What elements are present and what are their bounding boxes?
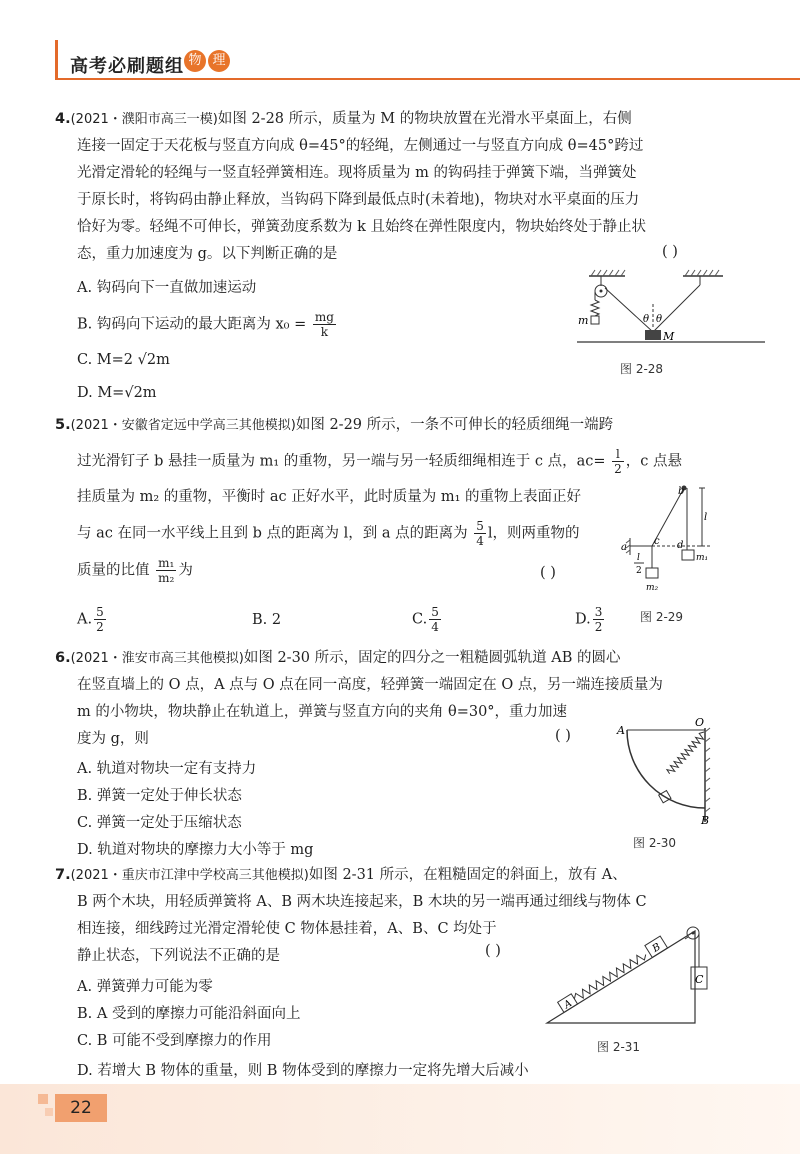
label-b: b [678, 486, 685, 497]
stem-line: 光滑定滑轮的轻绳与一竖直轻弹簧相连。现将质量为 m 的钩码挂于弹簧下端，当弹簧处 [77, 165, 637, 181]
figure-caption: 图 2-30 [633, 836, 677, 850]
option-b-text: B. 钩码向下运动的最大距离为 x₀ = [77, 316, 307, 333]
denominator: m₂ [158, 571, 175, 585]
question-4-stem [55, 106, 755, 268]
option-label: D. [575, 611, 591, 628]
stem-line: 度为 g，则 [77, 731, 149, 747]
option-a: A. 钩码向下一直做加速运动 [77, 280, 257, 296]
label-c: c [654, 536, 660, 547]
stem-text: 为 [178, 562, 193, 579]
question-source: (2021・安徽省定远中学高三其他模拟) [70, 418, 296, 433]
header-rule [55, 78, 800, 80]
denominator: k [320, 325, 329, 339]
option-a: A. 轨道对物块一定有支持力 [77, 761, 257, 777]
numerator: m₁ [158, 556, 175, 570]
denominator: 2 [614, 462, 622, 476]
option-b: B. A 受到的摩擦力可能沿斜面向上 [77, 1006, 301, 1022]
label-l-half-den: 2 [636, 566, 642, 576]
option-c: C. M=2 √2m [77, 352, 170, 368]
stem-text: 过光滑钉子 b 悬挂一质量为 m₁ 的重物，另一端与另一轻质细绳相连于 c 点，ac= [77, 453, 606, 470]
fraction [474, 519, 486, 548]
stem-line: 于原长时，将钩码由静止释放，当钩码下降到最低点时(未着地)，物块对水平桌面的压力 [77, 192, 640, 208]
option-label: A. [77, 611, 93, 628]
fraction [429, 605, 441, 634]
stem-text: l，则两重物的 [487, 525, 580, 542]
stem-text: 与 ac 在同一水平线上且到 b 点的距离为 l，到 a 点的距离为 [77, 525, 468, 542]
fraction [156, 556, 176, 585]
decor-square [45, 1108, 53, 1116]
figure-caption: 图 2-29 [640, 610, 684, 624]
option-c: C. 弹簧一定处于压缩状态 [77, 815, 242, 831]
question-number: 4. [55, 111, 71, 127]
option-a: A. 弹簧弹力可能为零 [77, 979, 213, 995]
figure-2-30 [615, 718, 720, 830]
question-number: 7. [55, 867, 71, 883]
numerator: 5 [431, 605, 439, 619]
fraction [593, 605, 605, 634]
stem-line: B 两个木块，用轻质弹簧将 A、B 两木块连接起来，B 木块的另一端再通过细线与物体 C [77, 894, 647, 910]
numerator: 5 [476, 519, 484, 533]
figure-caption: 图 2-28 [620, 362, 664, 376]
stem-line: 静止状态，下列说法不正确的是 [77, 948, 280, 964]
answer-paren: ( ) [662, 244, 678, 260]
label-a: a [621, 542, 627, 553]
numerator: 3 [594, 605, 603, 619]
stem-line: 态，重力加速度为 g。以下判断正确的是 [77, 246, 338, 262]
stem-line: 如图 2-30 所示，固定的四分之一粗糙圆弧轨道 AB 的圆心 [243, 650, 621, 666]
stem-line: 恰好为零。轻绳不可伸长，弹簧劲度系数为 k 且始终在弹性限度内，物块始终处于静止状 [77, 219, 647, 235]
label-m1: m₁ [696, 553, 709, 563]
question-number: 5. [55, 417, 71, 433]
label-O: O [695, 716, 705, 729]
label-A: A [617, 724, 625, 737]
numerator: l [612, 447, 624, 462]
label-B: B [701, 814, 710, 827]
answer-paren: ( ) [485, 943, 501, 959]
question-number: 6. [55, 650, 71, 666]
label-M: M [663, 330, 675, 343]
question-source: (2021・淮安市高三其他模拟) [70, 651, 244, 666]
answer-paren: ( ) [555, 728, 571, 744]
option-a [77, 605, 108, 634]
option-c [412, 605, 443, 634]
fraction [313, 310, 336, 339]
option-d: D. 若增大 B 物体的重量，则 B 物体受到的摩擦力一定将先增大后减小 [77, 1063, 529, 1079]
denominator: 4 [476, 534, 484, 548]
stem-line: 如图 2-29 所示，一条不可伸长的轻质细绳一端跨 [295, 417, 614, 433]
label-B: B [650, 941, 663, 955]
figure-2-29 [620, 480, 715, 605]
option-label: C. [412, 611, 428, 628]
option-b: B. 弹簧一定处于伸长状态 [77, 788, 242, 804]
label-A: A [562, 998, 575, 1012]
option-c: C. B 可能不受到摩擦力的作用 [77, 1033, 272, 1049]
question-source: (2021・重庆市江津中学校高三其他模拟) [70, 868, 309, 883]
stem-text: ，c 点悬 [625, 453, 683, 470]
stem-line: 挂质量为 m₂ 的重物，平衡时 ac 正好水平，此时质量为 m₁ 的重物上表面正好 [77, 489, 582, 505]
label-theta-right: θ [656, 314, 663, 325]
label-theta-left: θ [643, 314, 650, 325]
page-number: 22 [55, 1094, 107, 1122]
label-d: d [677, 540, 684, 551]
figure-2-31 [545, 915, 725, 1030]
header-title: 高考必刷题组 [70, 56, 184, 77]
label-l-half-num: l [637, 553, 640, 563]
subject-badge-2: 理 [208, 50, 230, 72]
fraction [612, 447, 624, 476]
numerator: mg [314, 310, 334, 324]
question-source: (2021・濮阳市高三一模) [70, 112, 218, 127]
label-l: l [704, 512, 708, 523]
footer-band [0, 1084, 800, 1154]
option-d: D. M=√2m [77, 385, 157, 401]
label-C: C [695, 973, 704, 986]
figure-caption: 图 2-31 [597, 1040, 641, 1054]
figure-2-28 [575, 268, 775, 358]
label-m2: m₂ [646, 583, 659, 593]
option-b: B. 2 [252, 612, 282, 628]
denominator: 2 [594, 620, 603, 634]
denominator: 4 [431, 620, 439, 634]
label-m: m [578, 314, 589, 327]
stem-line: 如图 2-31 所示，在粗糙固定的斜面上，放有 A、 [308, 867, 627, 883]
answer-paren: ( ) [540, 565, 556, 581]
stem-line: m 的小物块，物块静止在轨道上，弹簧与竖直方向的夹角 θ=30°，重力加速 [77, 704, 568, 720]
header-accent-bar [55, 40, 58, 80]
numerator: 5 [96, 605, 104, 619]
option-d: D. 轨道对物块的摩擦力大小等于 mg [77, 842, 314, 858]
stem-line: 连接一固定于天花板与竖直方向成 θ=45°的轻绳，左侧通过一与竖直方向成 θ=45°跨过 [77, 138, 644, 154]
subject-badge-1: 物 [184, 50, 206, 72]
decor-square [38, 1094, 48, 1104]
stem-line [55, 447, 765, 476]
denominator: 2 [96, 620, 104, 634]
stem-line: 在竖直墙上的 O 点，A 点与 O 点在同一高度，轻弹簧一端固定在 O 点，另一端连接质量为 [77, 677, 663, 693]
stem-line: 如图 2-28 所示，质量为 M 的物块放置在光滑水平桌面上，右侧 [217, 111, 632, 127]
stem-line: 相连接，细线跨过光滑定滑轮使 C 物体悬挂着，A、B、C 均处于 [77, 921, 497, 937]
option-b [77, 310, 338, 339]
stem-text: 质量的比值 [77, 562, 150, 579]
option-d [575, 605, 606, 634]
fraction [94, 605, 106, 634]
